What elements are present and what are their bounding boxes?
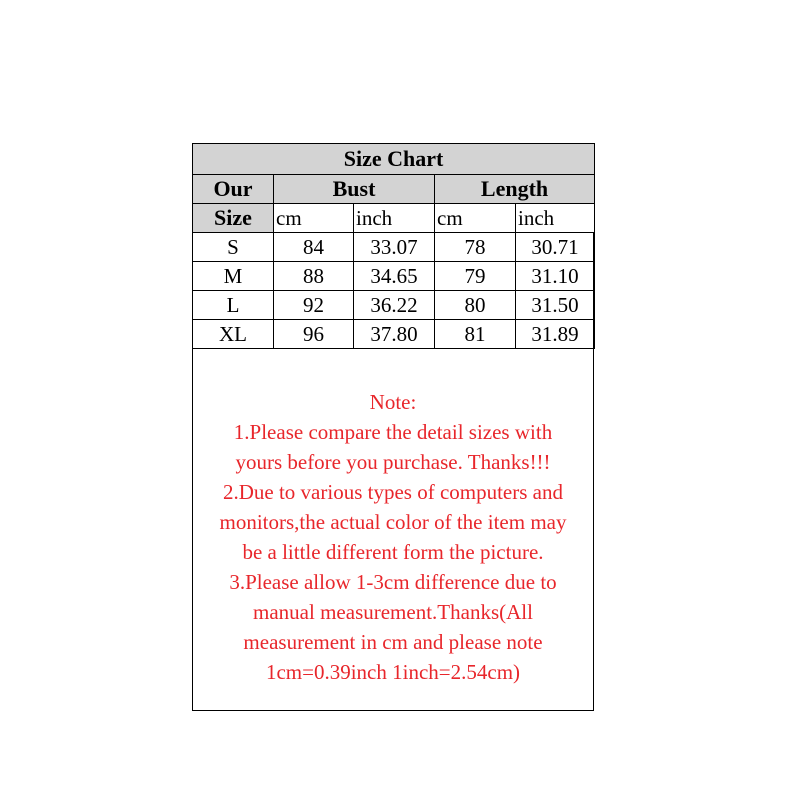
length-inch-cell: 31.50 xyxy=(516,291,595,320)
size-cell: S xyxy=(193,233,274,262)
table-row xyxy=(193,320,595,349)
bust-inch-cell: 36.22 xyxy=(354,291,435,320)
note-line: measurement in cm and please note xyxy=(243,630,543,654)
table-row xyxy=(193,291,595,320)
unit-length-cm: cm xyxy=(435,204,516,233)
length-cm-cell: 81 xyxy=(435,320,516,349)
note-block xyxy=(193,387,593,687)
unit-bust-cm: cm xyxy=(274,204,354,233)
note-line: 3.Please allow 1-3cm difference due to xyxy=(229,570,557,594)
table-row xyxy=(193,233,595,262)
unit-bust-inch: inch xyxy=(354,204,435,233)
length-cm-cell: 79 xyxy=(435,262,516,291)
note-line: 2.Due to various types of computers and xyxy=(222,480,563,504)
note-line: yours before you purchase. Thanks!!! xyxy=(235,450,551,474)
bust-inch-cell: 33.07 xyxy=(354,233,435,262)
size-cell: XL xyxy=(193,320,274,349)
note-heading: Note: xyxy=(369,390,417,414)
length-inch-cell: 31.89 xyxy=(516,320,595,349)
length-inch-cell: 30.71 xyxy=(516,233,595,262)
note-line: 1cm=0.39inch 1inch=2.54cm) xyxy=(265,660,521,684)
note-line: monitors,the actual color of the item may xyxy=(219,510,567,534)
bust-cm-cell: 92 xyxy=(274,291,354,320)
size-header-line1: Our xyxy=(193,175,274,204)
length-header: Length xyxy=(435,175,595,204)
note-line: be a little different form the picture. xyxy=(242,540,544,564)
note-line: manual measurement.Thanks(All xyxy=(253,600,533,624)
note-line: 1.Please compare the detail sizes with xyxy=(233,420,553,444)
size-table xyxy=(192,143,595,349)
bust-header: Bust xyxy=(274,175,435,204)
bust-inch-cell: 37.80 xyxy=(354,320,435,349)
size-cell: L xyxy=(193,291,274,320)
unit-length-inch: inch xyxy=(516,204,595,233)
table-row xyxy=(193,262,595,291)
length-cm-cell: 78 xyxy=(435,233,516,262)
bust-cm-cell: 96 xyxy=(274,320,354,349)
length-cm-cell: 80 xyxy=(435,291,516,320)
table-title: Size Chart xyxy=(193,144,595,175)
bust-cm-cell: 84 xyxy=(274,233,354,262)
size-header-line2: Size xyxy=(193,204,274,233)
size-chart xyxy=(192,143,594,711)
bust-cm-cell: 88 xyxy=(274,262,354,291)
bust-inch-cell: 34.65 xyxy=(354,262,435,291)
size-cell: M xyxy=(193,262,274,291)
length-inch-cell: 31.10 xyxy=(516,262,595,291)
